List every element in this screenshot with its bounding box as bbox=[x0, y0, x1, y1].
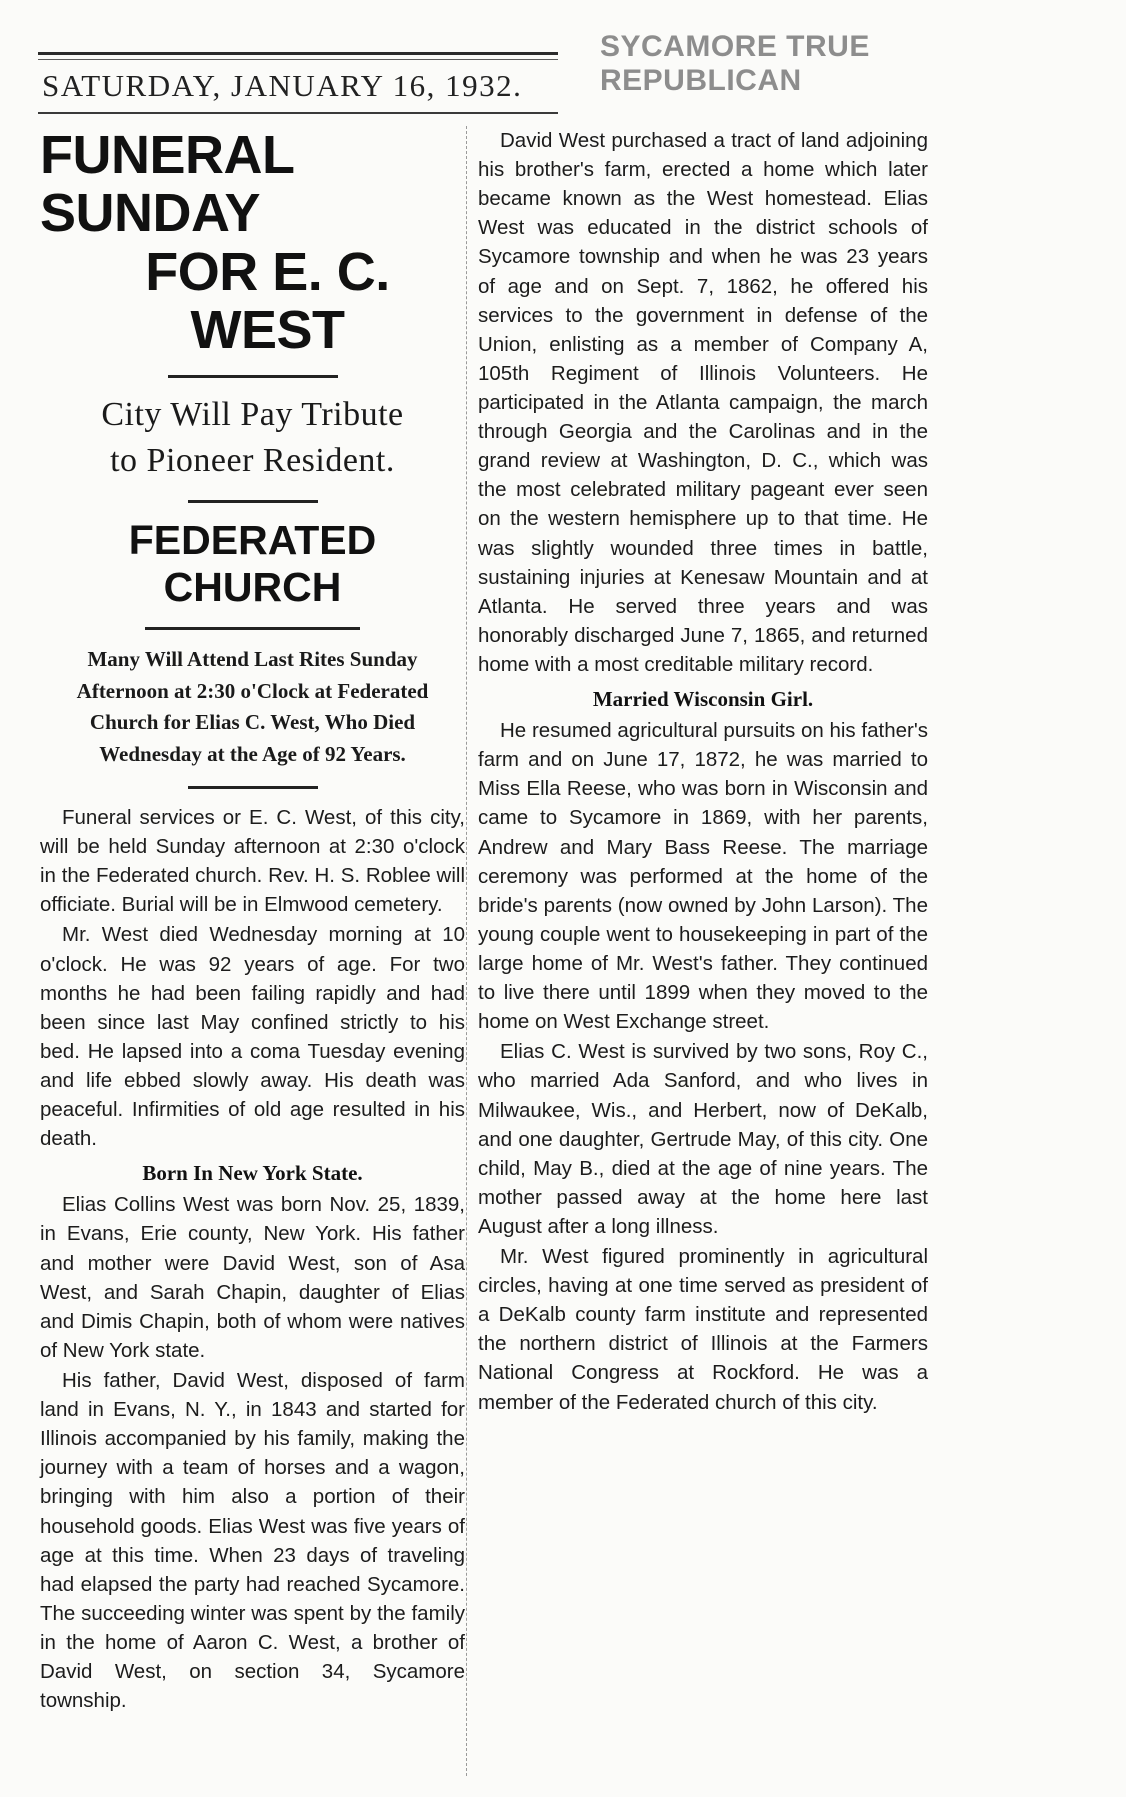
subhead-line-1: City Will Pay Tribute bbox=[101, 396, 404, 434]
paragraph: Elias C. West is survived by two sons, Roy C., who married Ada Sanford, and who lives in Milwaukee, Wis., and Herbert, now of DeKalb, and one daughter, Gertrude May, of this city. One child, May B., died at the age of nine years. The mother passed away at the home here last August after a long illness. bbox=[478, 1040, 928, 1238]
headline-divider-4 bbox=[188, 786, 318, 789]
headline-line-2: FOR E. C. WEST bbox=[145, 241, 390, 360]
headline-bullets: Many Will Attend Last Rites Sunday Afternoon at 2:30 o'Clock at Federated Church for Elias C. West, Who Died Wednesday at the Age of 92 Years. bbox=[76, 647, 429, 766]
masthead-title: SYCAMORE TRUE REPUBLICAN bbox=[600, 30, 870, 97]
section-subhead-married: Married Wisconsin Girl. bbox=[592, 687, 814, 712]
headline-subhead bbox=[40, 392, 465, 484]
top-rule bbox=[38, 52, 558, 60]
paragraph: Elias Collins West was born Nov. 25, 1839, in Evans, Erie county, New York. His father and mother were David West, son of Asa West, and Sarah Chapin, daughter of Elias and Dimis Chapin, both of whom were natives of New York state. bbox=[40, 1193, 465, 1362]
right-column bbox=[478, 126, 928, 1418]
headline-divider-3 bbox=[145, 627, 360, 630]
headline-divider-2 bbox=[188, 500, 318, 503]
left-column bbox=[40, 126, 465, 1716]
subhead-line-2: to Pioneer Resident. bbox=[110, 442, 395, 480]
page-headline bbox=[40, 126, 465, 359]
paragraph: Mr. West died Wednesday morning at 10 o'clock. He was 92 years of age. For two months he had been failing rapidly and had been since last May confined strictly to his bed. He lapsed into a coma Tuesday evening and life ebbed slowly away. His death was peaceful. Infirmities of old age resulted in his death. bbox=[40, 923, 465, 1151]
paragraph: His father, David West, disposed of farm land in Evans, N. Y., in 1843 and started for Illinois accompanied by his family, making the journey with a team of horses and a wagon, bringing with him also a portion of their household goods. Elias West was five years of age at this time. When 23 days of traveling had elapsed the party had reached Sycamore. The succeeding winter was spent by the family in the home of Aaron C. West, a brother of David West, on section 34, Sycamore township. bbox=[40, 1369, 465, 1713]
headline-divider-1 bbox=[168, 375, 338, 378]
headline-deck: FEDERATED CHURCH bbox=[128, 517, 377, 611]
paragraph: Funeral services or E. C. West, of this city, will be held Sunday afternoon at 2:30 o'clock in the Federated church. Rev. H. S. Roblee will officiate. Burial will be in Elmwood cemetery. bbox=[40, 806, 465, 917]
paragraph: Mr. West figured prominently in agricultural circles, having at one time served as president of a DeKalb county farm institute and represented the northern district of Illinois at the Farmers National Congress at Rockford. He was a member of the Federated church of this city. bbox=[478, 1245, 928, 1414]
paragraph: David West purchased a tract of land adjoining his brother's farm, erected a home which later became known as the West homestead. Elias West was educated in the district schools of Sycamore township and when he was 23 years of age and on Sept. 7, 1862, he offered his services to the government in defense of the Union, enlisting as a member of Company A, 105th Regiment of Illinois Volunteers. He participated in the Atlanta campaign, the march through Georgia and the Carolinas and in the grand review at Washington, D. C., which was the most celebrated military pageant ever seen on the western hemisphere up to that time. He was slightly wounded three times in battle, sustaining injuries at Kenesaw Mountain and at Atlanta. He served three years and was honorably discharged June 7, 1865, and returned home with a most creditable military record. bbox=[478, 129, 928, 676]
column-divider bbox=[466, 126, 467, 1776]
headline-line-1: FUNERAL SUNDAY bbox=[40, 125, 294, 244]
dateline: SATURDAY, JANUARY 16, 1932. bbox=[42, 68, 523, 103]
dateline-rule bbox=[38, 112, 558, 115]
paragraph: He resumed agricultural pursuits on his father's farm and on June 17, 1872, he was married to Miss Ella Reese, who was born in Wisconsin and came to Sycamore in 1869, with her parents, Andrew and Mary Bass Reese. The marriage ceremony was performed at the home of the bride's parents (now owned by John Larson). The young couple went to housekeeping in part of the large home of Mr. West's father. They continued to live there until 1899 when they moved to the home on West Exchange street. bbox=[478, 719, 928, 1034]
section-subhead-born: Born In New York State. bbox=[142, 1161, 363, 1186]
